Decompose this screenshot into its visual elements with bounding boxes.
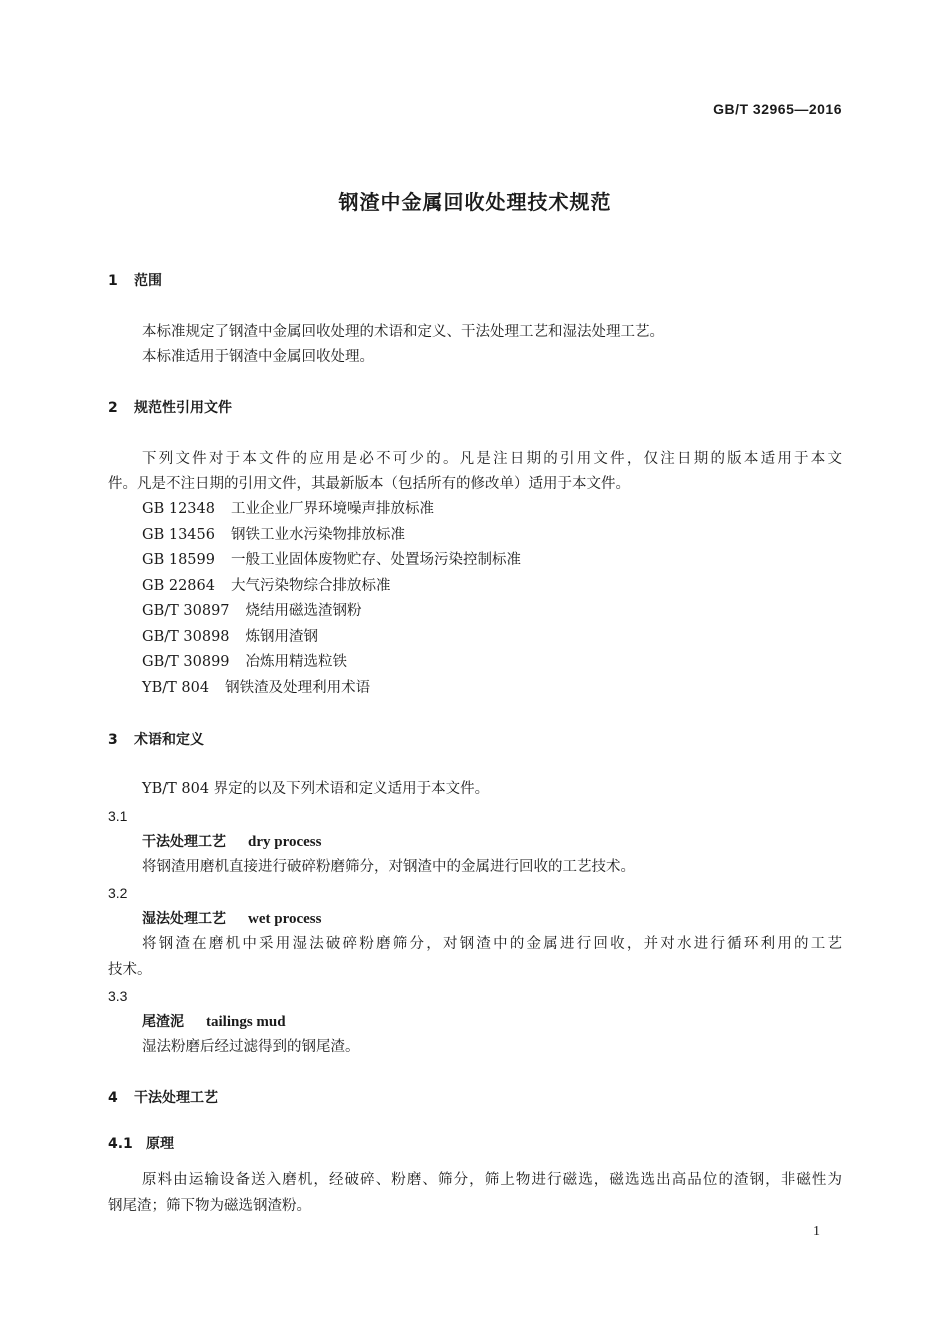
reference-item	[142, 678, 370, 698]
standard-code: GB/T 32965—2016	[713, 101, 842, 117]
subsection-4-1-heading	[108, 1134, 174, 1154]
paragraph: 本标准规定了钢渣中金属回收处理的术语和定义、干法处理工艺和湿法处理工艺。	[142, 324, 664, 340]
term-heading	[142, 909, 321, 929]
reference-title: 大气污染物综合排放标准	[230, 578, 391, 594]
section-number: 4	[108, 1090, 118, 1106]
reference-item	[142, 652, 347, 672]
reference-title: 一般工业固体废物贮存、处置场污染控制标准	[230, 552, 521, 568]
paragraph: 本标准适用于钢渣中金属回收处理。	[142, 349, 374, 365]
section-1-heading	[108, 271, 162, 291]
paragraph-line: 下列文件对于本文件的应用是必不可少的。凡是注日期的引用文件，仅注日期的版本适用于本文	[142, 451, 842, 467]
term-number: 3.1	[108, 808, 128, 824]
term-definition: 将钢渣用磨机直接进行破碎粉磨筛分，对钢渣中的金属进行回收的工艺技术。	[142, 859, 635, 875]
reference-title: 冶炼用精选粒铁	[245, 654, 348, 670]
term-heading	[142, 832, 321, 852]
reference-item	[142, 627, 318, 647]
paragraph: YB/T 804 界定的以及下列术语和定义适用于本文件。	[142, 781, 490, 797]
term-heading	[142, 1012, 286, 1032]
reference-title: 炼钢用渣钢	[245, 629, 319, 645]
term-number: 3.3	[108, 988, 128, 1004]
term-en: tailings mud	[206, 1014, 286, 1030]
reference-item	[142, 550, 521, 570]
reference-item	[142, 525, 405, 545]
term-definition: 湿法粉磨后经过滤得到的钢尾渣。	[142, 1039, 360, 1055]
section-2-heading	[108, 398, 232, 418]
section-number: 1	[108, 273, 118, 289]
section-4-heading	[108, 1088, 218, 1108]
reference-title: 烧结用磁选渣钢粉	[245, 603, 362, 619]
term-en: wet process	[248, 911, 322, 927]
document-title: 钢渣中金属回收处理技术规范	[338, 190, 612, 214]
reference-item	[142, 499, 434, 519]
reference-code: GB/T 30899	[142, 654, 230, 670]
reference-code: GB 22864	[142, 578, 215, 594]
term-definition-cont: 技术。	[108, 962, 152, 978]
term-zh: 湿法处理工艺	[142, 911, 226, 927]
term-en: dry process	[248, 834, 322, 850]
reference-code: GB/T 30898	[142, 629, 230, 645]
paragraph-line: 原料由运输设备送入磨机，经破碎、粉磨、筛分，筛上物进行磁选，磁选选出高品位的渣钢，非磁性为	[142, 1172, 842, 1188]
term-number: 3.2	[108, 885, 128, 901]
reference-item	[142, 601, 362, 621]
reference-code: GB/T 30897	[142, 603, 230, 619]
section-title: 干法处理工艺	[134, 1090, 218, 1106]
section-title: 术语和定义	[134, 732, 204, 748]
term-zh: 干法处理工艺	[142, 834, 226, 850]
page-number: 1	[813, 1224, 820, 1239]
reference-title: 工业企业厂界环境噪声排放标准	[230, 501, 434, 517]
paragraph-line: 件。凡是不注日期的引用文件，其最新版本（包括所有的修改单）适用于本文件。	[108, 476, 630, 492]
section-title: 范围	[134, 273, 162, 289]
term-definition: 将钢渣在磨机中采用湿法破碎粉磨筛分，对钢渣中的金属进行回收，并对水进行循环利用的工艺	[142, 936, 842, 952]
paragraph-line: 钢尾渣；筛下物为磁选钢渣粉。	[108, 1198, 311, 1214]
section-number: 3	[108, 732, 118, 748]
reference-code: GB 18599	[142, 552, 215, 568]
reference-item	[142, 576, 390, 596]
reference-title: 钢铁渣及处理利用术语	[225, 680, 371, 696]
subsection-number: 4.1	[108, 1136, 133, 1152]
section-title: 规范性引用文件	[134, 400, 232, 416]
term-zh: 尾渣泥	[142, 1014, 184, 1030]
subsection-title: 原理	[146, 1136, 174, 1152]
reference-title: 钢铁工业水污染物排放标准	[230, 527, 405, 543]
reference-code: GB 13456	[142, 527, 215, 543]
section-number: 2	[108, 400, 118, 416]
reference-code: YB/T 804	[142, 680, 210, 696]
section-3-heading	[108, 730, 204, 750]
reference-code: GB 12348	[142, 501, 215, 517]
